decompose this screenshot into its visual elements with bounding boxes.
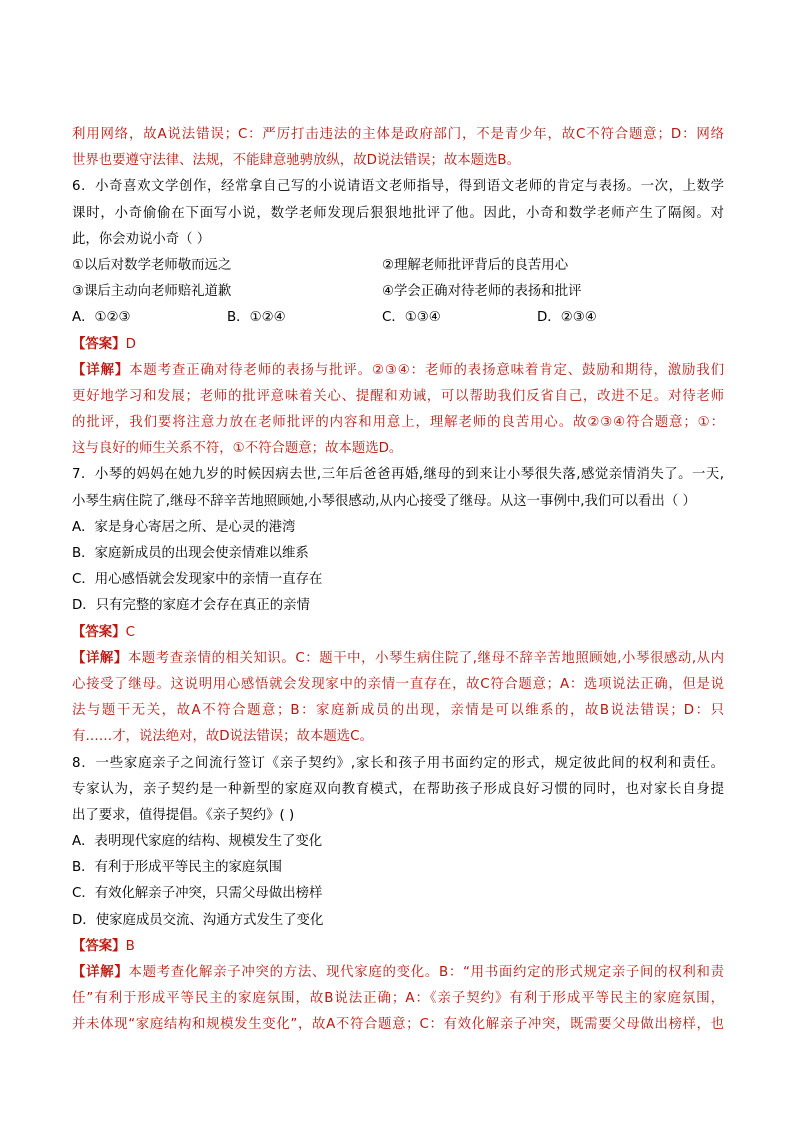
option-b: B．有利于形成平等民主的家庭氛围 xyxy=(72,860,283,876)
explanation xyxy=(72,358,724,463)
question-stem-line: 此，你会劝说小奇（ ） xyxy=(72,231,211,247)
explanation-line: 【详解】本题考查化解亲子冲突的方法、现代家庭的变化。B：“用书面约定的形式规定亲子间的权利和责 xyxy=(72,965,724,980)
answer-line xyxy=(72,620,724,646)
question-stem-line: 课时，小奇偷偷在下面写小说，数学老师发现后狠狠地批评了他。因此，小奇和数学老师产生了隔阂。对 xyxy=(72,205,724,221)
explanation-label: 【详解】 xyxy=(72,965,129,980)
answer-label: 【答案】 xyxy=(72,938,126,954)
question-stem-line: 小琴生病住院了,继母不辞辛苦地照顾她,小琴很感动,从内心接受了继母。从这一事例中,我们可以看出（ ） xyxy=(72,493,696,509)
question-stem-line: 6．小奇喜欢文学创作，经常拿自己写的小说请语文老师指导，得到语文老师的肯定与表扬。一次，上数学 xyxy=(72,179,724,195)
explanation-line: 这与良好的师生关系不符，①不符合题意；故本题选D。 xyxy=(72,441,403,457)
statement-item: ①以后对数学老师敬而远之 xyxy=(72,257,232,273)
question-stem-line: 8．一些家庭亲子之间流行签订《亲子契约》,家长和孩子用书面约定的形式，规定彼此间的权利和责任。 xyxy=(72,755,724,771)
option-a: A．表明现代家庭的结构、规模发生了变化 xyxy=(72,834,323,850)
option-b: B．①②④ xyxy=(227,310,286,326)
explanation-label: 【详解】 xyxy=(72,650,128,666)
question-7 xyxy=(72,462,724,750)
answer-value: C xyxy=(125,624,135,640)
previous-explanation xyxy=(72,122,724,174)
option-c: C．用心感悟就会发现家中的亲情一直存在 xyxy=(72,572,323,588)
statement-item: ③课后主动向老师赔礼道歉 xyxy=(72,284,232,300)
answer-label: 【答案】 xyxy=(72,624,126,640)
option-a: A．①②③ xyxy=(72,310,131,326)
option-row xyxy=(72,305,724,331)
answer-value: D xyxy=(125,336,136,352)
answer-value: B xyxy=(125,938,135,954)
explanation-line: 【详解】本题考查亲情的相关知识。C：题干中，小琴生病住院了,继母不辞辛苦地照顾她,小琴很感动,从内 xyxy=(72,650,724,666)
explanation-label: 【详解】 xyxy=(72,362,130,378)
question-stem-line: 7．小琴的妈妈在她九岁的时候因病去世,三年后爸爸再婚,继母的到来让小琴很失落,感觉亲情消失了。一天, xyxy=(72,467,724,483)
question-stem-line: 出了要求，值得提倡。《亲子契约》( ) xyxy=(72,807,295,823)
option-a: A．家是身心寄居之所、是心灵的港湾 xyxy=(72,519,296,535)
explanation-line: 并未体现“家庭结构和规模发生变化”，故A不符合题意；C：有效化解亲子冲突，既需要父母做出榜样，也 xyxy=(72,1017,724,1033)
document-page xyxy=(72,122,724,1039)
answer-line xyxy=(72,332,724,358)
text-line: 世界也要遵守法律、法规，不能肆意驰骋放纵，故D说法错误；故本题选B。 xyxy=(72,153,520,169)
statement-item: ④学会正确对待老师的表扬和批评 xyxy=(382,284,582,300)
option-d: D．②③④ xyxy=(537,310,597,326)
explanation xyxy=(72,960,724,1039)
answer-line xyxy=(72,934,724,960)
question-8 xyxy=(72,751,724,1039)
option-c: C．有效化解亲子冲突，只需父母做出榜样 xyxy=(72,886,323,902)
option-d: D．只有完整的家庭才会存在真正的亲情 xyxy=(72,598,310,614)
explanation-line: 任”有利于形成平等民主的家庭氛围，故B说法正确；A：《亲子契约》有利于形成平等民主的家庭氛围， xyxy=(72,991,724,1007)
statement-row xyxy=(72,279,724,305)
explanation-line: 有……才，说法绝对，故D说法错误；故本题选C。 xyxy=(72,729,373,745)
option-b: B．家庭新成员的出现会使亲情难以维系 xyxy=(72,546,309,561)
text-line: 利用网络，故A说法错误；C：严厉打击违法的主体是政府部门，不是青少年，故C不符合题意；D：网络 xyxy=(72,127,724,142)
statement-row xyxy=(72,253,724,279)
question-stem-line: 专家认为，亲子契约是一种新型的家庭双向教育模式，在帮助孩子形成良好习惯的同时，也对家长自身提 xyxy=(72,781,724,797)
explanation-line: 的批评，我们要将注意力放在老师批评的内容和用意上，理解老师的良苦用心。故②③④符合题意；①： xyxy=(72,415,724,431)
explanation-line: 法与题干无关，故A不符合题意；B：家庭新成员的出现，亲情是可以维系的，故B说法错误；D：只 xyxy=(72,703,724,719)
explanation-line: 心接受了继母。这说明用心感悟就会发现家中的亲情一直存在，故C符合题意；A：选项说法正确，但是说 xyxy=(72,676,724,692)
option-d: D．使家庭成员交流、沟通方式发生了变化 xyxy=(72,912,324,928)
explanation-line: 更好地学习和发展；老师的批评意味着关心、提醒和劝诫，可以帮助我们反省自己，改进不足。对待老师 xyxy=(72,388,724,404)
explanation-line: 【详解】本题考查正确对待老师的表扬与批评。②③④：老师的表扬意味着肯定、鼓励和期待，激励我们 xyxy=(72,362,724,378)
statement-item: ②理解老师批评背后的良苦用心 xyxy=(382,257,569,273)
explanation xyxy=(72,646,724,751)
question-6 xyxy=(72,174,724,462)
answer-label: 【答案】 xyxy=(72,336,126,352)
option-c: C．①③④ xyxy=(382,310,441,326)
